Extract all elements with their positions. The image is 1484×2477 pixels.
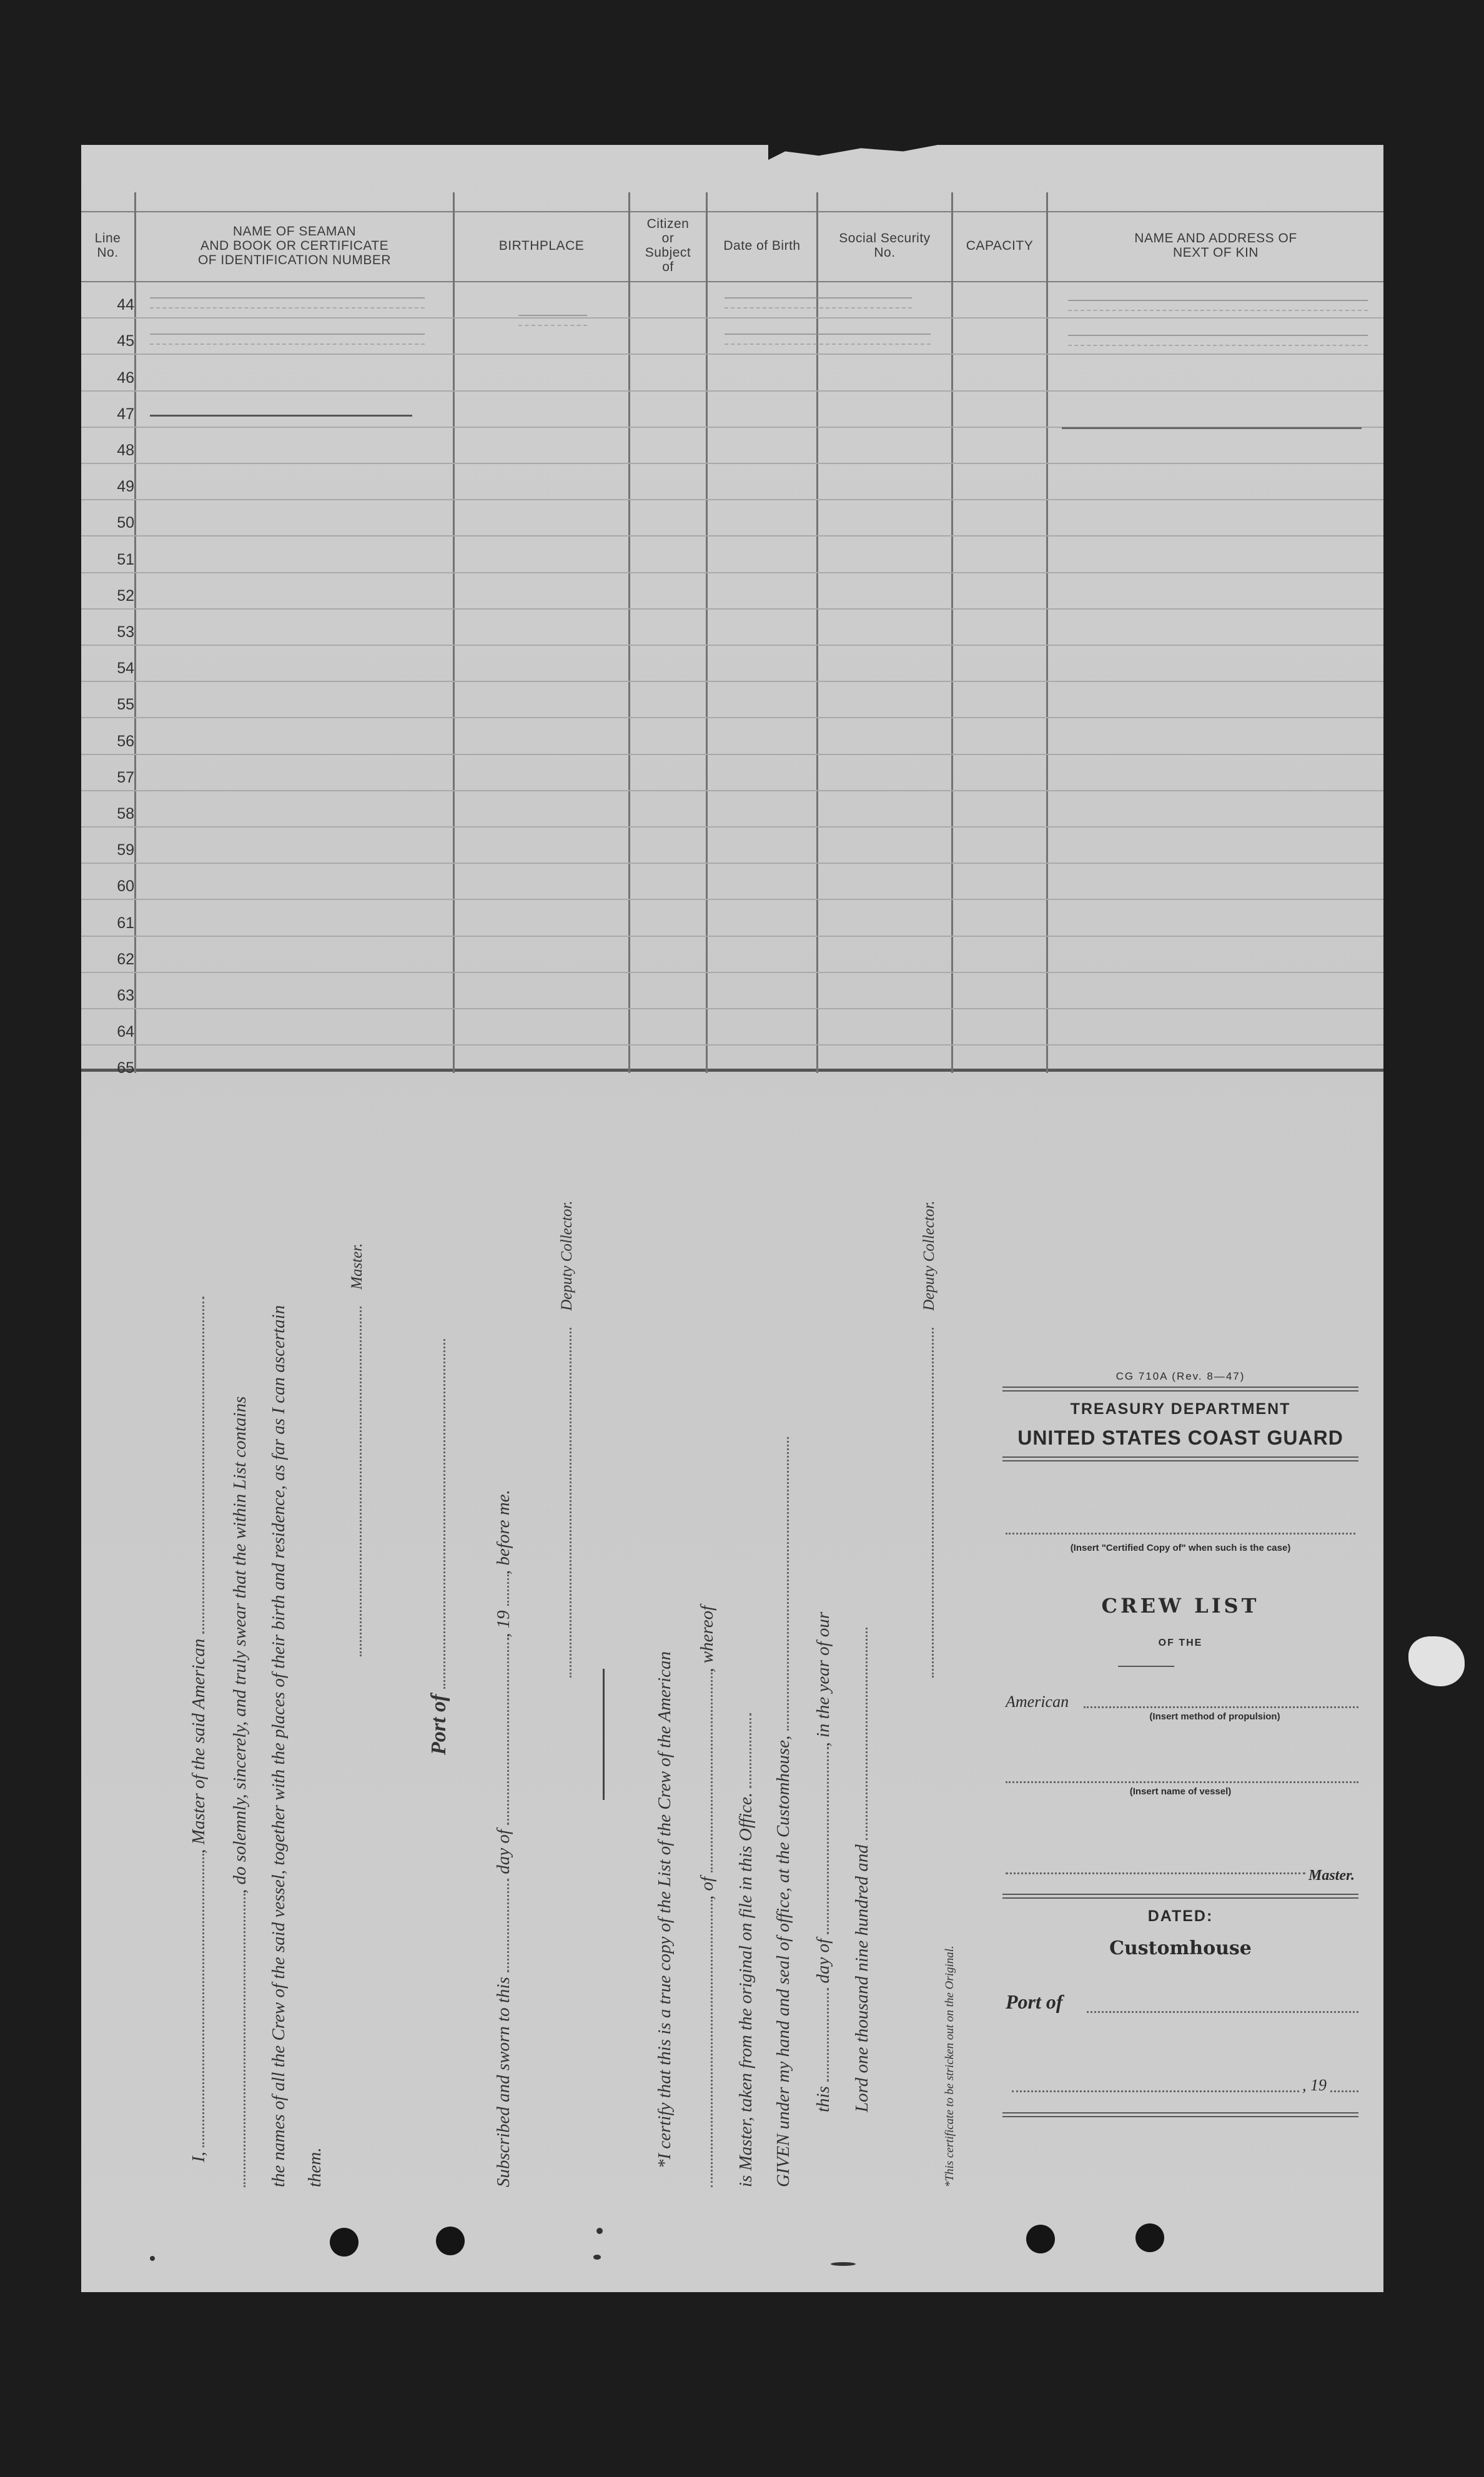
deputy-collector-signature-1	[556, 1200, 576, 1678]
column-header-next-of-kin: NAME AND ADDRESS OF NEXT OF KIN	[1134, 231, 1297, 260]
oath-line-2	[230, 1397, 250, 2187]
handwriting-remnant	[1068, 335, 1368, 346]
line-number: 47	[117, 405, 134, 423]
crew-ledger-table	[81, 192, 1383, 1077]
master-label: Master.	[349, 1243, 365, 1290]
propulsion-field[interactable]	[1084, 1706, 1358, 1708]
certificate-of: , of	[697, 1876, 717, 1900]
vessel-name-hint: (Insert name of vessel)	[1129, 1786, 1232, 1797]
row-rule	[81, 826, 1383, 828]
port-of-line	[427, 1339, 451, 1755]
column-header-social-security: Social Security No.	[839, 231, 931, 260]
row-rule	[81, 863, 1383, 864]
handwriting-remnant	[725, 334, 931, 345]
line-number: 62	[117, 951, 134, 968]
vessel-name-cover-field[interactable]	[1006, 1781, 1358, 1783]
line-number: 46	[117, 369, 134, 387]
certificate-day-field[interactable]	[827, 1988, 829, 2082]
handwriting-remnant	[1068, 300, 1368, 311]
ink-speck	[593, 2255, 601, 2260]
line-number: 48	[117, 442, 134, 459]
row-rule	[81, 463, 1383, 464]
document-page	[81, 145, 1383, 2292]
column-divider	[951, 192, 953, 1073]
line-number: 44	[117, 296, 134, 314]
coast-guard-title: UNITED STATES COAST GUARD	[1017, 1426, 1343, 1449]
customhouse-label: Customhouse	[1109, 1937, 1252, 1959]
deputy-collector-field-2[interactable]	[932, 1328, 934, 1678]
subscribed-before-me: , before me.	[493, 1490, 513, 1575]
subscribed-day-field[interactable]	[507, 1879, 509, 1972]
handwriting-remnant	[518, 315, 587, 326]
certified-copy-field[interactable]	[1006, 1533, 1355, 1535]
subscribed-day-of: day of	[493, 1829, 513, 1874]
certificate-vessel-field[interactable]	[711, 1900, 713, 2187]
certificate-line-2	[697, 1606, 718, 2187]
certificate-whereof: , whereof	[697, 1605, 717, 1673]
oath-swear-text: , do solemnly, sincerely, and truly swear that the within List contains	[230, 1396, 250, 1894]
deputy-collector-field-1[interactable]	[570, 1328, 571, 1678]
row-rule	[81, 717, 1383, 718]
certificate-line-3	[736, 1713, 756, 2187]
column-divider	[816, 192, 818, 1073]
header-bottom-rule	[81, 281, 1383, 282]
ink-speck	[831, 2262, 856, 2266]
column-divider	[134, 192, 136, 1073]
master-cover-label: Master.	[1308, 1867, 1355, 1884]
column-divider	[453, 192, 455, 1073]
oath-line-3: the names of all the Crew of the said vessel, together with the places of their birth and residence, as far as I can ascertain	[269, 1305, 289, 2187]
of-the-label: OF THE	[1158, 1638, 1203, 1648]
port-of-field[interactable]	[443, 1339, 445, 1689]
ink-speck	[596, 2228, 603, 2234]
row-rule	[81, 1008, 1383, 1009]
deputy-collector-label-1: Deputy Collector.	[558, 1200, 575, 1311]
vessel-name-field[interactable]	[202, 1297, 204, 1634]
line-number: 45	[117, 332, 134, 350]
row-rule	[81, 899, 1383, 900]
row-rule	[81, 645, 1383, 646]
row-rule	[81, 608, 1383, 610]
form-heading-rule	[1002, 1456, 1358, 1461]
certificate-footnote: *This certificate to be stricken out on the Original.	[943, 1946, 956, 2187]
line-number: 53	[117, 623, 134, 641]
line-number: 56	[117, 733, 134, 750]
certificate-month-field[interactable]	[827, 1747, 829, 1934]
certificate-given: GIVEN under my hand and seal of office, at the Customhouse,	[773, 1735, 793, 2187]
line-number: 49	[117, 478, 134, 495]
certificate-port-field[interactable]	[711, 1673, 713, 1872]
certificate-year-field[interactable]	[866, 1628, 868, 1840]
certificate-is-master: is Master, taken from the original on file in this Office.	[736, 1792, 756, 2187]
punch-hole	[436, 2227, 465, 2255]
crew-list-title: CREW LIST	[1101, 1594, 1260, 1618]
row-rule	[81, 317, 1383, 319]
paper-fragment	[1408, 1636, 1465, 1686]
oath-line-1	[189, 1297, 209, 2162]
row-rule	[81, 936, 1383, 937]
certificate-customhouse-field[interactable]	[787, 1437, 789, 1731]
short-rule	[1118, 1666, 1174, 1667]
punch-hole	[1026, 2225, 1055, 2253]
line-number: 61	[117, 914, 134, 932]
certificate-line-6	[852, 1628, 873, 2112]
line-number: 51	[117, 551, 134, 568]
certificate-lord: Lord one thousand nine hundred and	[852, 1844, 872, 2112]
port-of-cover-field[interactable]	[1087, 2011, 1358, 2013]
deputy-collector-signature-2	[918, 1200, 939, 1678]
master-name-field[interactable]	[202, 1854, 204, 2147]
line-number: 58	[117, 805, 134, 823]
ink-strike-line	[150, 415, 412, 417]
line-number: 64	[117, 1023, 134, 1041]
ink-speck	[150, 2256, 155, 2261]
certified-copy-hint: (Insert "Certified Copy of" when such is the case)	[1070, 1543, 1291, 1553]
subscribed-text: Subscribed and sworn to this	[493, 1977, 513, 2187]
certificate-year-of-our: , in the year of our	[813, 1611, 833, 1747]
subscribed-year-prefix: , 19	[493, 1610, 513, 1638]
certificate-line-1: *I certify that this is a true copy of the List of the Crew of the American	[655, 1651, 675, 2168]
treasury-department: TREASURY DEPARTMENT	[1070, 1400, 1291, 1418]
table-bottom-rule	[81, 1069, 1383, 1072]
row-rule	[81, 499, 1383, 500]
year-cover-field[interactable]	[1330, 2090, 1358, 2092]
subscribed-year-field[interactable]	[507, 1575, 509, 1606]
row-rule	[81, 354, 1383, 355]
date-cover-field[interactable]	[1012, 2090, 1299, 2092]
row-rule	[81, 535, 1383, 536]
punch-hole	[1135, 2223, 1164, 2252]
port-of-label: Port of	[427, 1694, 450, 1755]
ink-strike-line	[1062, 427, 1362, 429]
line-number: 57	[117, 769, 134, 786]
column-header-capacity: CAPACITY	[966, 238, 1034, 253]
master-signature-area	[346, 1243, 367, 1656]
line-number: 54	[117, 660, 134, 677]
column-header-date-of-birth: Date of Birth	[723, 238, 801, 253]
column-divider	[628, 192, 630, 1073]
line-number: 60	[117, 878, 134, 895]
subscribed-line	[493, 1490, 514, 2187]
oath-i: I,	[189, 2152, 209, 2162]
form-bottom-rule	[1002, 2112, 1358, 2117]
row-rule	[81, 790, 1383, 791]
line-number: 59	[117, 841, 134, 859]
port-of-cover-label: Port of	[1006, 1990, 1063, 2013]
row-rule	[81, 681, 1383, 682]
handwriting-remnant	[150, 334, 425, 345]
punch-hole	[330, 2228, 359, 2257]
column-header-citizen: Citizen or Subject of	[645, 217, 691, 274]
master-cover-field[interactable]	[1006, 1872, 1305, 1874]
line-number: 50	[117, 514, 134, 531]
line-number: 63	[117, 987, 134, 1004]
line-number: 65	[117, 1059, 134, 1077]
year-cover-label: , 19	[1302, 2076, 1327, 2094]
dated-label: DATED:	[1147, 1907, 1214, 1925]
form-top-rule	[1002, 1387, 1358, 1392]
master-signature-field[interactable]	[360, 1307, 362, 1656]
row-rule	[81, 390, 1383, 392]
vessel-field-continued[interactable]	[244, 1894, 245, 2187]
section-divider	[603, 1669, 605, 1800]
deputy-collector-label-2: Deputy Collector.	[921, 1200, 937, 1311]
master-rule	[1002, 1894, 1358, 1899]
row-rule	[81, 1044, 1383, 1046]
certificate-this: this	[813, 2086, 833, 2112]
row-rule	[81, 972, 1383, 973]
propulsion-hint: (Insert method of propulsion)	[1149, 1711, 1280, 1722]
form-number: CG 710A (Rev. 8—47)	[1115, 1370, 1245, 1382]
column-divider	[1046, 192, 1048, 1073]
column-divider	[706, 192, 708, 1073]
subscribed-month-field[interactable]	[507, 1638, 509, 1825]
certificate-line-4	[773, 1437, 794, 2187]
certificate-master-field[interactable]	[749, 1713, 751, 1788]
certificate-line-5	[813, 1612, 834, 2112]
column-header-birthplace: BIRTHPLACE	[498, 238, 585, 253]
handwriting-remnant	[150, 297, 425, 309]
certificate-day-of: day of	[813, 1938, 833, 1984]
row-rule	[81, 754, 1383, 755]
column-header-name-of-seaman: NAME OF SEAMAN AND BOOK OR CERTIFICATE OF IDENTIFICATION NUMBER	[197, 224, 392, 267]
line-number: 52	[117, 587, 134, 605]
row-rule	[81, 572, 1383, 573]
handwriting-remnant	[725, 297, 912, 309]
oath-line-4: them.	[305, 2147, 325, 2187]
oath-master-of-american: , Master of the said American	[189, 1638, 209, 1854]
american-label: American	[1006, 1693, 1069, 1711]
column-header-line-no: Line No.	[94, 231, 121, 260]
line-number: 55	[117, 696, 134, 713]
